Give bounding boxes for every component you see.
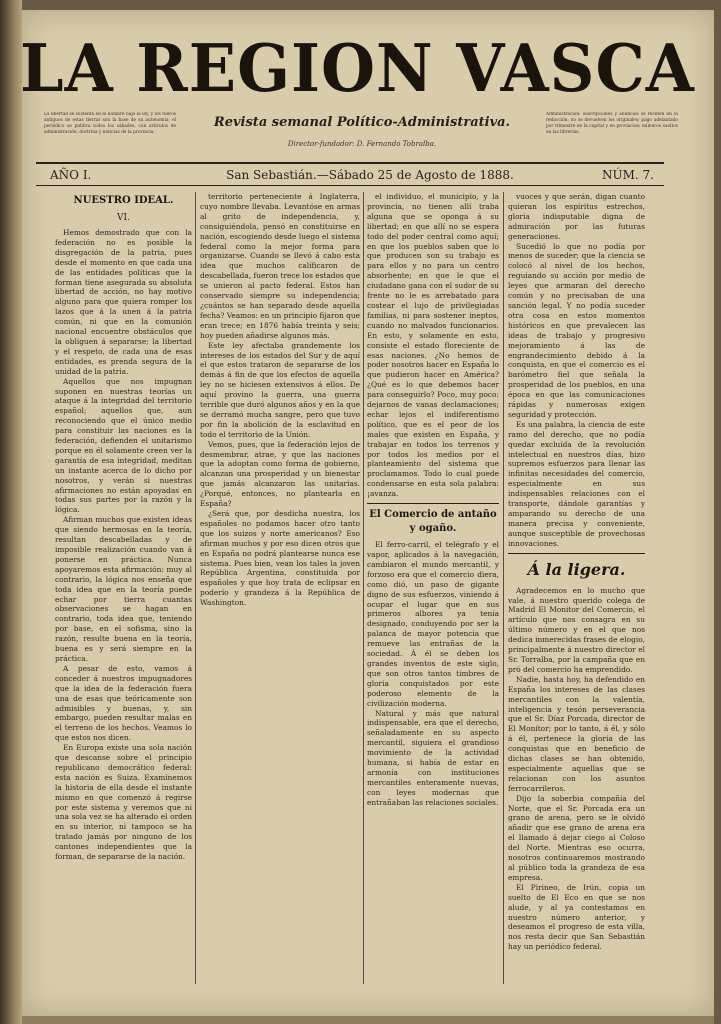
paragraph: Vemos, pues, que la federación lejos de desmembrar, atrae, y que las naciones que la adoptan como forma de gobierno, alcanzan una prosperidad y un bienestar que jamás alcanzaron las unitarias. ¿Porqué, entonces, no plantearla en España? — [200, 439, 360, 509]
column-2 — [200, 192, 360, 992]
column-1 — [55, 192, 192, 992]
paragraph: Hemos demostrado que con la federación no es posible la disgregación de la patria, pues desde el momento en que cada una de las entidades políticas que la forman tiene asegurada su absoluta libertad de acción, no hay motivo alguno para que quiera romper los lazos que á la unen á la patria común, ni que en la comunión nacional encuentre obstáculos que la obliguen á separarse; la libertad y el respeto, de cada una de esas entidades, es prenda segura de la unidad de la patria. — [55, 228, 192, 376]
paragraph: En Europa existe una sola nación que descanse sobre el principio republicano democrático federal: esta nación es Suiza. Examinemos la historia de ella desde el instante mismo en que comenzó á regirse por este sistema y veremos que ni una sola vez se ha alterado el orden en su interior, ni tampoco se ha tratado jamás por ninguno de los cantones independientes que la forman, de separarse de la nación. — [55, 743, 192, 862]
paragraph: A pesar de esto, vamos á conceder á nuestros impugnadores que la idea de la federación fuera una de esas que teóricamente son admisibles y buenas, y, sin embargo, pueden resultar malas en el terreno de los hechos. Veamos lo que estos nos dicen. — [55, 663, 192, 743]
page-edge — [22, 1016, 714, 1024]
article-title-comercio: El Comercio de antaño y ogaño. — [369, 509, 497, 535]
column-3 — [367, 192, 499, 992]
paragraph: Afirman muchos que existen ideas que siendo hermosas en la teoría, resultan descabelladas y de imposible realización cuando van á ponerse en práctica. Nunca apoyaremos esta afirmación: muy al contrario, la lógica nos enseña que toda idea que en la teoría puede echar por tierra cuantas observaciones se hagan en contrario, toda idea que, teniendo por base, en el sofisma, sino la razón, resulte buena en la teoría, buena es y será siempre en la práctica. — [55, 515, 192, 663]
paragraph: Aquellos que nos impugnan suponen en nuestras teorías un ataque á la integridad del territorio español; aquellos que, aun reconociendo que el único medio para constituir las naciones es la federación, defienden el unitarismo porque en él solamente creen ver la garantía de esa integridad, meditan un instante acerca de lo dicho por nosotros, y verán si nuestras afirmaciones no están apoyadas en todas sus partes por la razón y la lógica. — [55, 376, 192, 515]
director-label: Director-fundador: — [287, 140, 355, 148]
issue-dateline: San Sebastián.—Sábado 25 de Agosto de 1888. — [226, 168, 514, 182]
paragraph: Es una palabra, la ciencia de este ramo del derecho, que no podía quedar excluída de la revolución intelectual en nuestros días, hizo supremos esfuerzos para llenar las infinitas necesidades del comercio, especialmente en sus indispensables relaciones con el transporte, dándole garantías y amparando su derecho de una manera precisa y conveniente, aunque susceptible de provechosas innovaciones. — [508, 419, 645, 548]
column-divider — [363, 192, 364, 984]
header-rule-top — [36, 162, 664, 164]
article-title-ligera: Á la ligera. — [527, 559, 626, 579]
issue-year: AÑO I. — [50, 168, 92, 182]
book-binding — [0, 0, 22, 1024]
section-divider — [367, 503, 499, 504]
paragraph: Natural y más que natural indispensable, era que el derecho, señaladamente en su aspecto mercantil, siguiera el grandioso movimiento de la actividad humana, si había de estar en armonía con instituciones mercantiles enteramente nuevas, con leyes modernas que entrañaban las relaciones sociales. — [367, 708, 499, 807]
column-divider — [195, 192, 196, 984]
masthead-title: LA REGION VASCA — [20, 30, 695, 107]
paragraph: El ferro-carril, el telégrafo y el vapor, aplicados á la navegación, cambiaron el mundo mercantil, y forzoso era que el comercio diera, como dió, un paso de gigante digno de sus esfuerzos, viniendo á ocupar el lugar que en sus primeros albores ya tenía designado, conduyendo por ser la palanca de mayor potencia que remueve las entrañas de la sociedad. Á él se deben los grandes inventos de este siglo, que son otros tantos timbres de gloria conquistados por este poderoso elemento de la civilización moderna. — [367, 540, 499, 708]
issue-number: NÚM. 7. — [602, 168, 654, 182]
section-divider — [508, 553, 645, 554]
director-name: D. Fernando Tobralba. — [356, 140, 437, 148]
right-header-note: Administración: suscripciones y anuncios se reciben en la redacción; no se devuelven los originales; pago adelantado por trimestre en la capital y en provincias; números sueltos en las librerías. — [546, 112, 678, 135]
header-rule-bottom — [36, 185, 664, 186]
column-4 — [508, 192, 645, 992]
issue-bar — [40, 165, 660, 185]
paragraph: el individuo, el municipio, y la provincia, no tienen allí traba alguna que se oponga á su libertad; en que allí no se espera todo del poder central como aquí; en que los pueblos saben que lo que producen son su trabajo es para ellos y no para un centro absorbente; en que le que el ciudadano gana con el sudor de su frente no le es arrebatado para costear el lujo de privilegiadas familias, ni para sostener ineptos, cuando no malvados funcionarios. En esto, y solamente en esto, consiste el estado floreciente de esas naciones. ¿No hemos de poder nosotros hacer en España lo que pudieron hacer en América? ¿Qué es lo que debemos hacer para conseguirlo? Poco, muy poco: dejarnos de vanas declamaciones; echar lejos el indiferentismo político, que es el peor de los males que existen en España, y trabajar en todos los terrenos y por todos los medios por el planteamiento del sistema que proclamamos. Todo lo cual puede condensarse en esta sola palabra: ¡avanza. — [367, 192, 499, 499]
paragraph: territorio perteneciente á Inglaterra, cuyo nombre llevaba. Levantóse en armas al grito de independencia, y, consiguiéndola, pensó en constituirse en nación, escogiendo desde luego el sistema federal como la mejor forma para organizarse. Cuando se llevó á cabo esta idea que muchos calificaron de descabellada, fueron trece los estados que se unieron al pacto federal. Estos han conservado siempre su independencia; ¿cuántos se han separado desde aquella fecha? Veamos: en un principio fijaron que eran trece; en 1876 había treinta y seis; hoy pueden añadirse algunos más. — [200, 192, 360, 340]
director-line — [184, 140, 540, 154]
column-divider — [503, 192, 504, 984]
paragraph: Agradecemos en lo mucho que vale, á nuestro querido colega de Madrid El Monitor del Comercio, el artículo que nos consagra en su último número y en el que nos dedica inmerecidas frases de elogio, principalmente á nuestro director el Sr. Torralba, por la campaña que en pró del comercio ha emprendido. — [508, 585, 645, 674]
subtitle: Revista semanal Político-Administrativa. — [213, 115, 511, 130]
paragraph: Dijo la soberbia compañía del Norte, que el Sr. Porcada era un grano de arena, pero se le olvidó añadir que ese grano de arena era el llamado á dejar ciego al Coloso del Norte. Mientras eso ocurra, nosotros continuaremos mostrando al público toda la grandeza de esa empresa. — [508, 793, 645, 882]
paragraph: vuoces y que serán, digan cuanto quieran los espíritus estrechos, gloria indisputable digna de admiración por las futuras generaciones. — [508, 192, 645, 241]
paragraph: Nadie, hasta hoy, ha defendido en España los intereses de las clases mercantiles con la valentía, inteligencia y tesón perseverancia que el Sr. Díaz Porcada, director de El Monitor; por lo tanto, á él, y sólo á él, pertenece la gloria de las conquistas que en beneficio de dichas clases se han obtenido, especialmente aquellas que se relacionan con los asuntos ferrocarrileros. — [508, 674, 645, 793]
left-header-note: La libertad se sustenta en el hombre bajo la ley, y los fueros antiguos de estas tierras son la base de su autonomía; el periódico se publica todos los sábados, con artículos de administración, doctrina y noticias de la provincia. — [44, 112, 176, 135]
paragraph: Sucedió lo que no podía por menos de suceder; que la ciencia se colocó al nivel de los hechos, reguiando su acción por medio de leyes que armaran del derecho común y no precisaban de una sanción legal. Y no podía suceder otra cosa en estos momentos históricos en que prevalecen las ideas de trabajo y progresivo mejoramiento á las de engrandecimiento debido á la conquista, en que el comercio es el barómetro fiel que señala la prosperidad de los pueblos, en una época en que las comunicaciones rápidas y numerosas exigen seguridad y protección. — [508, 241, 645, 419]
paragraph: ¿Será que, por desdicha nuestra, los españoles no podamos hacer otro tanto que los suizos y norte americanos? Eso afirman muchos y por eso dicen otros que en España no podrá plantearse nunca ese sistema. Pues bien, vean los tales la joven República Argentina, constituida por españoles y que hoy trata de eclipsar en poderío y grandeza á la República de Washington. — [200, 509, 360, 608]
paragraph: El Pirineo, de Irún, copia un suelto de El Eco en que se nos alude, y al ya contestamos en nuestro número anterior, y deseamos el progreso de esta villa, nos resta decir que San Sebastián hay un periódico federal. — [508, 882, 645, 952]
paragraph: Este ley afectaba grandemente los intereses de los estados del Sur y de aquí el que estos trataron de separarse de los demás á fin de que los efectos de aquella ley no se hiciesen extensivos á ellos. De aquí provino la guerra, una guerra terrible que duró algunos años y en la que se derramó mucha sangre, pero que tuvo por fin la abolición de la esclavitud en todo el territorio de la Unión. — [200, 340, 360, 439]
article-title-ideal: NUESTRO IDEAL. — [73, 195, 174, 206]
article-part-number: VI. — [117, 213, 130, 223]
